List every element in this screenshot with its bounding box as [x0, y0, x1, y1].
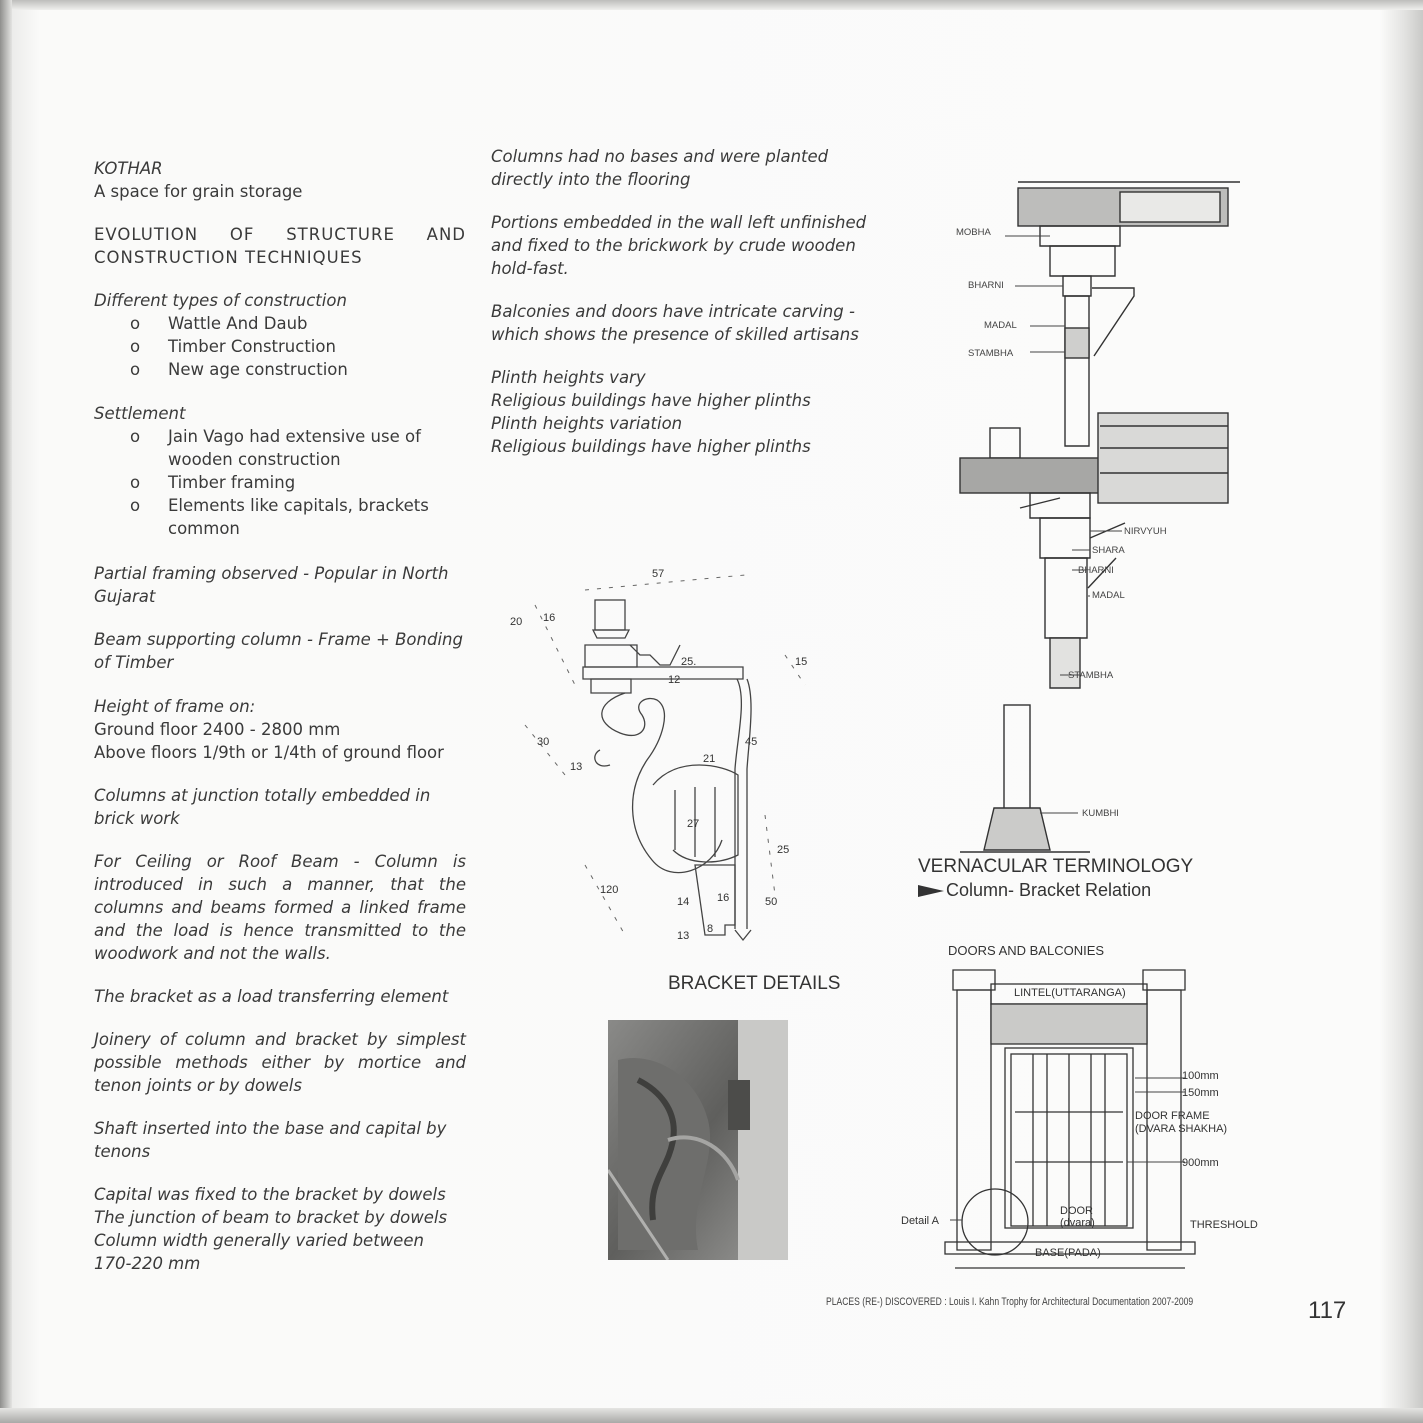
capital-fixed-text: Capital was fixed to the bracket by dowels — [94, 1185, 446, 1204]
vernacular-caption: VERNACULAR TERMINOLOGY — [918, 856, 1194, 877]
plinth-line: Plinth heights variation — [491, 414, 683, 433]
column-bracket-drawing — [950, 178, 1250, 858]
junction-beam-text: The junction of beam to bracket by dowels — [94, 1208, 448, 1227]
dim-label: 14 — [677, 896, 690, 908]
columns-no-bases-text: Columns had no bases and were planted directly into the flooring — [491, 147, 829, 189]
label-nirvyuh: NIRVYUH — [1124, 526, 1167, 537]
list-item: o Timber Construction — [130, 337, 336, 356]
list-item: o Elements like capitals, brackets common — [130, 496, 429, 538]
dim-label: 30 — [537, 736, 550, 748]
evolution-heading-line2: CONSTRUCTION TECHNIQUES — [94, 248, 363, 267]
bracket-photo — [608, 1020, 788, 1260]
base-pada-label: BASE(PADA) — [1035, 1247, 1101, 1259]
door-frame-label: DOOR FRAME — [1135, 1110, 1210, 1122]
dim-label: 15 — [795, 656, 808, 668]
page-top-edge — [0, 0, 1423, 10]
left-text-column — [94, 157, 466, 1275]
above-floors-text: Above floors 1/9th or 1/4th of ground floor — [94, 743, 444, 762]
beam-supporting-text: Beam supporting column - Frame + Bonding of Timber — [94, 630, 463, 672]
door-label: DOOR — [1060, 1205, 1093, 1217]
kothar-description: A space for grain storage — [94, 182, 303, 201]
dim-label: 13 — [677, 930, 690, 942]
dim-100mm-label: 100mm — [1182, 1070, 1219, 1082]
label-stambha-lower: STAMBHA — [1068, 670, 1114, 681]
kothar-title: KOTHAR — [94, 159, 163, 178]
dim-label: 20 — [510, 616, 523, 628]
label-kumbhi: KUMBHI — [1082, 808, 1119, 819]
page-left-gutter — [0, 0, 12, 1423]
label-madal-lower: MADAL — [1092, 590, 1125, 601]
label-bharni-lower: BHARNI — [1078, 565, 1114, 576]
height-frame-title: Height of frame on: — [94, 697, 256, 716]
dim-label: 16 — [717, 892, 730, 904]
dim-label: 13 — [570, 761, 583, 773]
dim-label: 50 — [765, 896, 778, 908]
ceiling-beam-text: For Ceiling or Roof Beam - Column is introduced in such a manner, that the columns and beams formed a linked frame and the load is hence transmitted to the woodwork and not the walls. — [94, 852, 466, 963]
joinery-text: Joinery of column and bracket by simplest possible methods either by mortice and tenon joints or by dowels — [94, 1030, 466, 1095]
middle-text-column — [491, 145, 869, 458]
dim-label: 45 — [745, 736, 758, 748]
dim-900mm-label: 900mm — [1182, 1157, 1219, 1169]
door-elevation-drawing — [895, 962, 1275, 1272]
dim-label: 25 — [777, 844, 790, 856]
dim-150mm-label: 150mm — [1182, 1087, 1219, 1099]
bracket-load-text: The bracket as a load transferring element — [94, 987, 449, 1006]
columns-junction-text: Columns at junction totally embedded in brick work — [94, 786, 431, 828]
ground-floor-text: Ground floor 2400 - 2800 mm — [94, 720, 341, 739]
footer-text: PLACES (RE-) DISCOVERED : Louis I. Kahn Trophy for Architectural Documentation 2007-2009 — [826, 1296, 1194, 1308]
dim-label: 120 — [600, 884, 619, 896]
list-item: o Wattle And Daub — [130, 314, 308, 333]
settlement-title: Settlement — [94, 404, 186, 423]
dim-label: 25. — [681, 656, 697, 668]
dvara-shakha-label: (DVARA SHAKHA) — [1135, 1123, 1228, 1135]
dim-label: 21 — [703, 753, 716, 765]
construction-types-title: Different types of construction — [94, 291, 347, 310]
label-mobha: MOBHA — [956, 227, 991, 238]
plinth-line: Religious buildings have higher plinths — [491, 391, 811, 410]
dim-label: 16 — [543, 612, 556, 624]
shaft-text: Shaft inserted into the base and capital by tenons — [94, 1119, 447, 1161]
label-bharni: BHARNI — [968, 280, 1004, 291]
lintel-label: LINTEL(UTTARANGA) — [1014, 987, 1126, 999]
bracket-details-caption: BRACKET DETAILS — [668, 973, 841, 994]
dim-label: 12 — [668, 674, 681, 686]
list-item: o New age construction — [130, 360, 348, 379]
dim-label: 27 — [687, 818, 700, 830]
balconies-doors-text: Balconies and doors have intricate carving - which shows the presence of skilled artisans — [491, 302, 859, 344]
label-stambha: STAMBHA — [968, 348, 1014, 359]
list-item: o Timber framing — [130, 473, 296, 492]
plinth-line: Plinth heights vary — [491, 368, 646, 387]
label-madal: MADAL — [984, 320, 1017, 331]
threshold-label: THRESHOLD — [1190, 1219, 1258, 1231]
column-width-text: Column width generally varied between 170-220 mm — [94, 1231, 424, 1273]
doors-balconies-title: DOORS AND BALCONIES — [948, 943, 1105, 958]
arrow-right-icon — [918, 885, 944, 897]
column-bracket-caption — [918, 880, 1151, 901]
portions-embedded-text: Portions embedded in the wall left unfinished and fixed to the brickwork by crude wooden hold-fast. — [491, 213, 867, 278]
plinth-line: Religious buildings have higher plinths — [491, 437, 811, 456]
dim-label: 8 — [707, 923, 714, 935]
column-bracket-caption-text: Column- Bracket Relation — [946, 880, 1152, 900]
page-number: 117 — [1308, 1297, 1347, 1324]
partial-framing-text: Partial framing observed - Popular in North Gujarat — [94, 564, 449, 606]
evolution-heading-line1: EVOLUTION OF STRUCTURE AND — [94, 225, 466, 244]
label-shara: SHARA — [1092, 545, 1125, 556]
list-item: o Jain Vago had extensive use of wooden construction — [130, 427, 421, 469]
dvara-label: (dvara) — [1060, 1217, 1095, 1229]
dim-label: 57 — [652, 568, 665, 580]
bracket-detail-drawing — [505, 565, 835, 965]
page-bottom-edge — [0, 1408, 1423, 1423]
detail-a-label: Detail A — [901, 1215, 939, 1227]
